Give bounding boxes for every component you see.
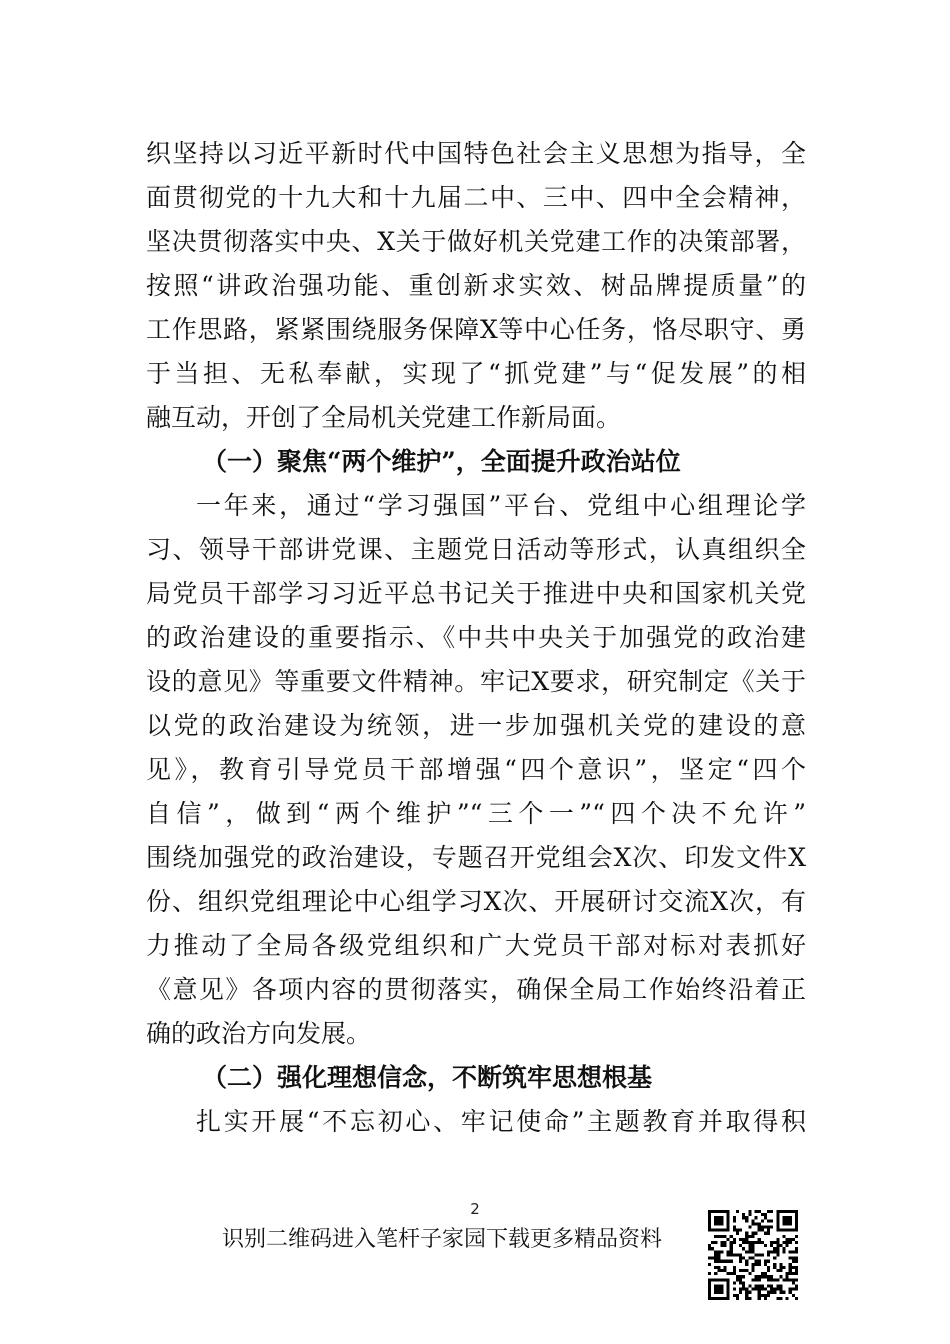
document-body <box>146 132 806 1144</box>
paragraph-line: 融互动，开创了全局机关党建工作新局面。 <box>146 403 622 432</box>
paragraph-line: 于当担、无私奉献，实现了“抓党建”与“促发展”的相 <box>146 359 806 388</box>
paragraph-line: 自信”，做到“两个维护”“三个一”“四个决不允许” <box>146 799 806 828</box>
qr-code-icon[interactable] <box>708 1210 798 1300</box>
section-heading: （一）聚焦“两个维护”，全面提升政治站位 <box>202 447 681 476</box>
paragraph-line: 围绕加强党的政治建设，专题召开党组会X次、印发文件X <box>146 843 806 872</box>
paragraph-line: 的政治建设的重要指示、《中共中央关于加强党的政治建 <box>146 623 806 652</box>
paragraph-line: 一年来，通过“学习强国”平台、党组中心组理论学 <box>196 491 806 520</box>
section-heading: （二）强化理想信念，不断筑牢思想根基 <box>202 1063 653 1092</box>
paragraph-line: 确的政治方向发展。 <box>146 1019 372 1048</box>
paragraph-line: 以党的政治建设为统领，进一步加强机关党的建设的意 <box>146 711 806 740</box>
paragraph-line: 扎实开展“不忘初心、牢记使命”主题教育并取得积 <box>196 1107 806 1136</box>
paragraph-line: 按照“讲政治强功能、重创新求实效、树品牌提质量”的 <box>146 271 806 300</box>
paragraph-line: 习、领导干部讲党课、主题党日活动等形式，认真组织全 <box>146 535 806 564</box>
paragraph-line: 设的意见》等重要文件精神。牢记X要求，研究制定《关于 <box>146 667 806 696</box>
paragraph-line: 工作思路，紧紧围绕服务保障X等中心任务，恪尽职守、勇 <box>146 315 806 344</box>
paragraph-line: 见》，教育引导党员干部增强“四个意识”，坚定“四个 <box>146 755 806 784</box>
paragraph-line: 面贯彻党的十九大和十九届二中、三中、四中全会精神， <box>146 183 806 212</box>
paragraph-line: 局党员干部学习习近平总书记关于推进中央和国家机关党 <box>146 579 806 608</box>
paragraph-line: 力推动了全局各级党组织和广大党员干部对标对表抓好 <box>146 931 806 960</box>
paragraph-line: 《意见》各项内容的贯彻落实，确保全局工作始终沿着正 <box>146 975 806 1004</box>
paragraph-line: 坚决贯彻落实中央、X关于做好机关党建工作的决策部署， <box>146 227 806 256</box>
paragraph-line: 织坚持以习近平新时代中国特色社会主义思想为指导，全 <box>146 139 806 168</box>
page-number: 2 <box>470 1200 480 1218</box>
footer-promo-text: 识别二维码进入笔杆子家园下载更多精品资料 <box>222 1227 663 1252</box>
paragraph-line: 份、组织党组理论中心组学习X次、开展研讨交流X次，有 <box>146 887 806 916</box>
